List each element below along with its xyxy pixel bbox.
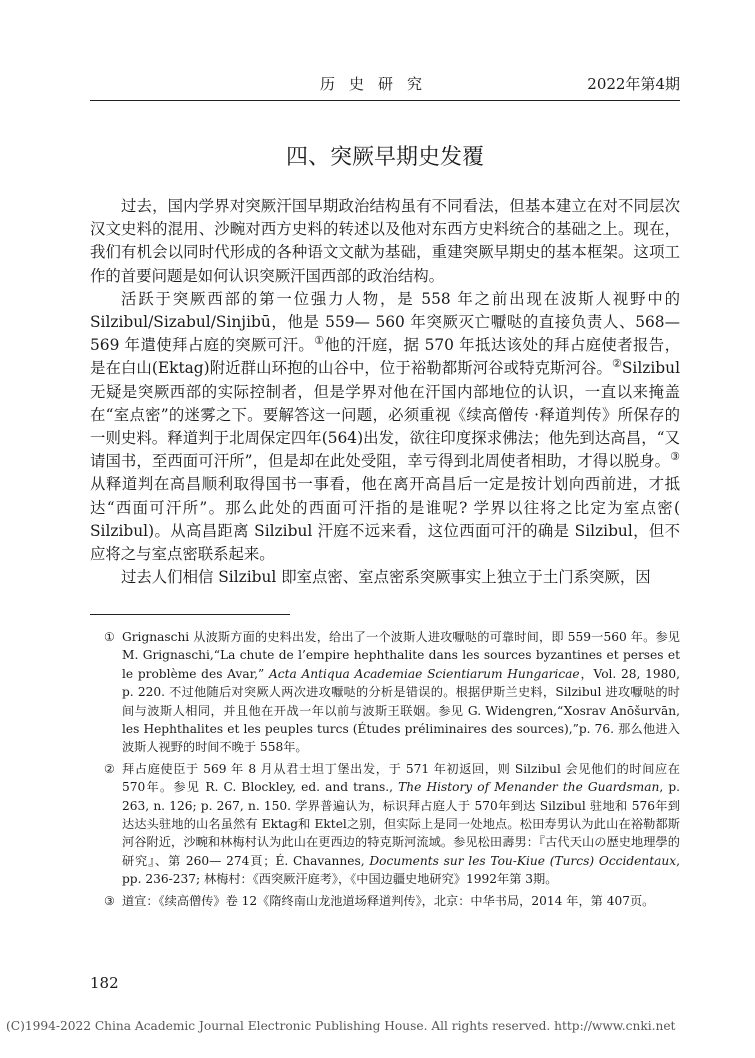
footnote-text: Grignaschi 从波斯方面的史料出发，给出了一个波斯人进攻嚈哒的可靠时间，即 559一560 年。参见 M. Grignaschi,“La chute de l’empire hephthalite dans les sources byzantines et perses et le problème des Avar,”: [122, 630, 680, 681]
footnote-text: 道宣：《续高僧传》卷 12《隋终南山龙池道场释道判传》，北京：中华书局，2014 年，第 407页。: [122, 893, 655, 908]
footnote-3: [90, 892, 680, 910]
footnote-text: , pp. 236-237; 林梅村：《西突厥汗庭考》，《中国边疆史地研究》1992年第 3期。: [122, 853, 680, 887]
paragraph-2: [90, 288, 680, 566]
footnote-title: Acta Antiqua Academiae Scientiarum Hungaricae: [268, 666, 580, 681]
footnote-rule: [90, 614, 290, 615]
footnote-text: ，Vol. 28, 1980, p. 220. 不过他随后对突厥人两次进攻嚈哒的分析是错误的。根据伊斯兰史料，Silzibul 进攻嚈哒的时间与波斯人相同，并且他在开战一年以前与波斯王联姻。参见 G. Widengren,“Xosrav Anōšurvān, les Hephthalites et les peuples turcs (Études préliminaires des sources),”p. 76. 那么他进入波斯人视野的时间不晚于 558年。: [122, 666, 680, 755]
paragraph-2-text-d: 从释道判在高昌顺利取得国书一事看，他在离开高昌后一定是按计划向西前进，才抵达“西面可汗所”。那么此处的西面可汗指的是谁呢? 学界以往将之比定为室点密( Silzibul)。从高昌距离 Silzibul 汗庭不远来看，这位西面可汗的确是 Silzibul，但不应将之与室点密联系起来。: [90, 475, 680, 564]
paragraph-1-text: 过去，国内学界对突厥汗国早期政治结构虽有不同看法，但基本建立在对不同层次汉文史料的混用、沙畹对西方史料的转述以及他对东西方史料统合的基础之上。现在，我们有机会以同时代形成的各种语文文献为基础，重建突厥早期史的基本框架。这项工作的首要问题是如何认识突厥汗国西部的政治结构。: [90, 197, 680, 285]
paragraph-2-text-c: Silzibul 无疑是突厥西部的实际控制者，但是学界对他在汗国内部地位的认识，一直以来掩盖在“室点密”的迷雾之下。要解答这一问题，必须重视《续高僧传 ·释道判传》所保存的一则史料。释道判于北周保定四年(564)出发，欲往印度探求佛法；他先到达高昌，“又请国书，至西面可汗所”，但是却在此处受阻，幸亏得到北周使者相助，才得以脱身。: [90, 359, 680, 471]
footnote-text: , p. 263, n. 126; p. 267, n. 150. 学界普遍认为，标识拜占庭人于 570年到达 Silzibul 驻地和 576年到达达头驻地的山名虽然有 Ektag和 Ektel之别，但实际上是同一处地点。松田寿男认为此山在裕勒都斯河谷附近，沙畹和林梅村认为此山在更西边的特克斯河流域。参见松田壽男：『古代天山の歴史地理學的研究』、第 260— 274頁；É. Chavannes,: [122, 780, 681, 868]
page-number: 182: [90, 974, 119, 992]
paragraph-3: [90, 566, 680, 589]
journal-name: 历史研究: [320, 75, 437, 93]
header-rule: [90, 100, 680, 101]
paragraph-2-text-b: 他的汗庭，据 570 年抵达该处的拜占庭使者报告，是在白山(Ektag)附近群山环抱的山谷中，位于裕勒都斯河谷或特克斯河谷。: [90, 336, 680, 378]
body-text: [90, 195, 680, 589]
footnote-title: Documents sur les Tou-Kiue (Turcs) Occidentaux: [369, 853, 677, 868]
paragraph-2-text-a: 活跃于突厥西部的第一位强力人物，是 558 年之前出现在波斯人视野中的 Silzibul/Sizabul/Sinjibū，他是 559— 560 年突厥灭亡嚈哒的直接负责人、568— 569 年遣使拜占庭的突厥可汗。: [90, 289, 680, 355]
footnote-number: ③: [104, 893, 115, 908]
footnote-text: 拜占庭使臣于 569 年 8 月从君士坦丁堡出发，于 571 年初返回，则 Silzibul 会见他们的时间应在 570年。参见 R. C. Blockley, ed. and trans.,: [122, 761, 680, 795]
section-title: 四、突厥早期史发覆: [285, 145, 484, 170]
footnote-number: ①: [104, 630, 115, 644]
running-head: [90, 72, 680, 96]
paragraph-1: [90, 195, 680, 288]
footnote-1: [90, 628, 680, 757]
footnotes: [90, 628, 680, 913]
footnote-ref-2[interactable]: ②: [611, 357, 622, 371]
issue-label: 2022年第4期: [587, 75, 680, 93]
footnote-number: ②: [104, 761, 115, 776]
copyright-watermark: (C)1994-2022 China Academic Journal Electronic Publishing House. All rights reserved. http://www.cnki.net: [6, 1019, 676, 1033]
paragraph-3-text: 过去人们相信 Silzibul 即室点密、室点密系突厥事实上独立于土门系突厥，因: [121, 568, 651, 587]
footnote-2: [90, 760, 680, 889]
footnote-ref-1[interactable]: ①: [314, 334, 325, 348]
footnote-ref-3[interactable]: ③: [670, 450, 680, 464]
footnote-title: The History of Menander the Guardsman: [398, 780, 660, 795]
